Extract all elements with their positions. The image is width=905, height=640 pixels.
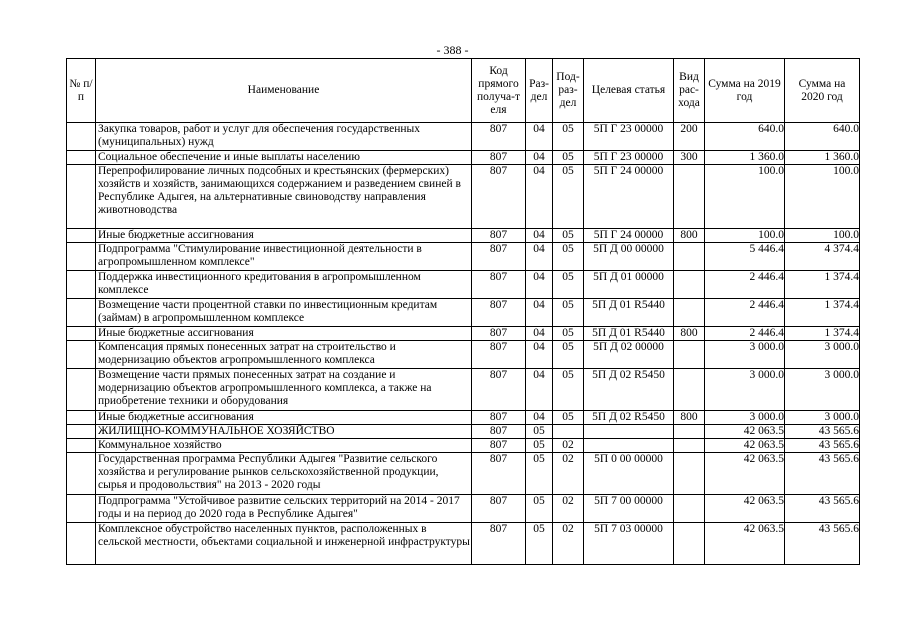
row-section: 04 — [526, 151, 553, 165]
row-sum-2020: 1 374.4 — [785, 299, 860, 327]
row-target — [584, 439, 674, 453]
row-target: 5П Д 01 00000 — [584, 271, 674, 299]
table-row — [67, 453, 860, 495]
row-section: 04 — [526, 271, 553, 299]
table-body — [67, 123, 860, 565]
row-num — [67, 439, 96, 453]
table-row — [67, 523, 860, 565]
table-row — [67, 411, 860, 425]
row-num — [67, 411, 96, 425]
row-type — [674, 165, 705, 229]
table-row — [67, 229, 860, 243]
row-code: 807 — [472, 495, 526, 523]
row-section: 04 — [526, 341, 553, 369]
row-num — [67, 369, 96, 411]
row-num — [67, 243, 96, 271]
row-code: 807 — [472, 123, 526, 151]
row-name: Возмещение части прямых понесенных затрат на создание и модернизацию объектов агропромышленного комплекса, а также на приобретение техники и оборудования — [96, 369, 472, 411]
row-subsection: 02 — [553, 495, 584, 523]
row-code: 807 — [472, 425, 526, 439]
row-target: 5П 7 03 00000 — [584, 523, 674, 565]
row-num — [67, 123, 96, 151]
row-type — [674, 425, 705, 439]
row-name: Иные бюджетные ассигнования — [96, 327, 472, 341]
row-target: 5П Д 01 R5440 — [584, 327, 674, 341]
row-subsection: 05 — [553, 299, 584, 327]
row-sum-2020: 100.0 — [785, 165, 860, 229]
row-subsection: 02 — [553, 439, 584, 453]
row-target: 5П Г 24 00000 — [584, 165, 674, 229]
row-subsection — [553, 425, 584, 439]
row-num — [67, 495, 96, 523]
row-sum-2019: 2 446.4 — [705, 327, 785, 341]
row-sum-2020: 1 374.4 — [785, 327, 860, 341]
row-name: Комплексное обустройство населенных пунктов, расположенных в сельской местности, объектами социальной и инженерной инфраструктуры — [96, 523, 472, 565]
row-section: 04 — [526, 165, 553, 229]
table-row — [67, 341, 860, 369]
table-row — [67, 495, 860, 523]
row-sum-2020: 43 565.6 — [785, 523, 860, 565]
header-section: Раз- дел — [526, 59, 553, 123]
row-sum-2019: 640.0 — [705, 123, 785, 151]
row-section: 04 — [526, 299, 553, 327]
row-sum-2020: 43 565.6 — [785, 425, 860, 439]
header-row — [67, 59, 860, 123]
row-name: Компенсация прямых понесенных затрат на строительство и модернизацию объектов агропромышленного комплекса — [96, 341, 472, 369]
row-name: Перепрофилирование личных подсобных и крестьянских (фермерских) хозяйств и хозяйств, занимающихся содержанием и разведением свиней в Республике Адыгея, на альтернативные свиноводству направления животноводства — [96, 165, 472, 229]
row-num — [67, 327, 96, 341]
table-row — [67, 327, 860, 341]
row-target: 5П Г 23 00000 — [584, 123, 674, 151]
row-type: 300 — [674, 151, 705, 165]
row-sum-2019: 42 063.5 — [705, 495, 785, 523]
row-target: 5П Д 02 R5450 — [584, 411, 674, 425]
row-sum-2019: 42 063.5 — [705, 439, 785, 453]
row-sum-2019: 3 000.0 — [705, 341, 785, 369]
row-sum-2019: 3 000.0 — [705, 411, 785, 425]
row-code: 807 — [472, 523, 526, 565]
row-code: 807 — [472, 151, 526, 165]
row-sum-2019: 3 000.0 — [705, 369, 785, 411]
header-subsection: Под- раз- дел — [553, 59, 584, 123]
row-name: Закупка товаров, работ и услуг для обеспечения государственных (муниципальных) нужд — [96, 123, 472, 151]
row-section: 05 — [526, 425, 553, 439]
header-name: Наименование — [96, 59, 472, 123]
row-target — [584, 425, 674, 439]
row-type: 800 — [674, 327, 705, 341]
table-row — [67, 369, 860, 411]
row-type — [674, 453, 705, 495]
row-section: 04 — [526, 243, 553, 271]
row-sum-2019: 5 446.4 — [705, 243, 785, 271]
row-sum-2020: 1 374.4 — [785, 271, 860, 299]
row-section: 05 — [526, 523, 553, 565]
row-subsection: 02 — [553, 523, 584, 565]
page-number: - 388 - — [436, 43, 469, 57]
table-row — [67, 123, 860, 151]
header-sum-2019: Сумма на 2019 год — [705, 59, 785, 123]
row-sum-2019: 1 360.0 — [705, 151, 785, 165]
row-subsection: 05 — [553, 369, 584, 411]
row-section: 04 — [526, 411, 553, 425]
row-type: 200 — [674, 123, 705, 151]
row-sum-2019: 100.0 — [705, 165, 785, 229]
table-row — [67, 151, 860, 165]
row-section: 05 — [526, 439, 553, 453]
row-code: 807 — [472, 299, 526, 327]
row-type — [674, 341, 705, 369]
row-target: 5П 7 00 00000 — [584, 495, 674, 523]
row-sum-2020: 3 000.0 — [785, 411, 860, 425]
row-section: 05 — [526, 453, 553, 495]
row-num — [67, 425, 96, 439]
budget-table — [66, 58, 860, 565]
row-section: 05 — [526, 495, 553, 523]
row-name: Социальное обеспечение и иные выплаты населению — [96, 151, 472, 165]
row-sum-2019: 42 063.5 — [705, 425, 785, 439]
row-type — [674, 299, 705, 327]
row-code: 807 — [472, 411, 526, 425]
row-code: 807 — [472, 453, 526, 495]
header-target: Целевая статья — [584, 59, 674, 123]
table-row — [67, 271, 860, 299]
row-num — [67, 341, 96, 369]
row-sum-2020: 1 360.0 — [785, 151, 860, 165]
row-type — [674, 243, 705, 271]
row-sum-2020: 43 565.6 — [785, 439, 860, 453]
row-section: 04 — [526, 369, 553, 411]
row-sum-2019: 2 446.4 — [705, 271, 785, 299]
row-type: 800 — [674, 229, 705, 243]
header-num: № п/п — [67, 59, 96, 123]
row-target: 5П Г 23 00000 — [584, 151, 674, 165]
table-row — [67, 439, 860, 453]
row-code: 807 — [472, 243, 526, 271]
row-type — [674, 369, 705, 411]
row-code: 807 — [472, 439, 526, 453]
row-code: 807 — [472, 369, 526, 411]
row-target: 5П Д 02 00000 — [584, 341, 674, 369]
row-sum-2019: 2 446.4 — [705, 299, 785, 327]
row-num — [67, 523, 96, 565]
row-subsection: 05 — [553, 271, 584, 299]
row-num — [67, 271, 96, 299]
row-code: 807 — [472, 229, 526, 243]
row-target: 5П 0 00 00000 — [584, 453, 674, 495]
row-subsection: 05 — [553, 411, 584, 425]
row-section: 04 — [526, 229, 553, 243]
row-target: 5П Д 00 00000 — [584, 243, 674, 271]
row-section: 04 — [526, 327, 553, 341]
row-num — [67, 299, 96, 327]
row-name: Иные бюджетные ассигнования — [96, 229, 472, 243]
row-sum-2019: 42 063.5 — [705, 523, 785, 565]
row-subsection: 05 — [553, 229, 584, 243]
row-section: 04 — [526, 123, 553, 151]
row-name: Возмещение части процентной ставки по инвестиционным кредитам (займам) в агропромышленном комплексе — [96, 299, 472, 327]
row-sum-2020: 640.0 — [785, 123, 860, 151]
row-subsection: 02 — [553, 453, 584, 495]
table-row — [67, 243, 860, 271]
row-subsection: 05 — [553, 123, 584, 151]
row-subsection: 05 — [553, 327, 584, 341]
row-sum-2019: 42 063.5 — [705, 453, 785, 495]
row-type — [674, 523, 705, 565]
row-sum-2020: 3 000.0 — [785, 369, 860, 411]
row-type — [674, 495, 705, 523]
row-target: 5П Г 24 00000 — [584, 229, 674, 243]
header-type: Вид рас- хода — [674, 59, 705, 123]
row-name: Поддержка инвестиционного кредитования в агропромышленном комплексе — [96, 271, 472, 299]
row-sum-2020: 43 565.6 — [785, 453, 860, 495]
row-target: 5П Д 02 R5450 — [584, 369, 674, 411]
row-subsection: 05 — [553, 151, 584, 165]
row-code: 807 — [472, 271, 526, 299]
row-target: 5П Д 01 R5440 — [584, 299, 674, 327]
table-row — [67, 165, 860, 229]
row-name: Государственная программа Республики Адыгея "Развитие сельского хозяйства и регулирование рынков сельскохозяйственной продукции, сырья и продовольствия" на 2013 - 2020 годы — [96, 453, 472, 495]
row-num — [67, 151, 96, 165]
table-row — [67, 299, 860, 327]
row-type — [674, 439, 705, 453]
row-num — [67, 453, 96, 495]
row-code: 807 — [472, 165, 526, 229]
row-name: Подпрограмма "Стимулирование инвестиционной деятельности в агропромышленном комплексе" — [96, 243, 472, 271]
row-code: 807 — [472, 327, 526, 341]
row-num — [67, 165, 96, 229]
header-sum-2020: Сумма на 2020 год — [785, 59, 860, 123]
row-sum-2020: 4 374.4 — [785, 243, 860, 271]
row-name: Коммунальное хозяйство — [96, 439, 472, 453]
row-type — [674, 271, 705, 299]
row-name: Иные бюджетные ассигнования — [96, 411, 472, 425]
header-code: Код прямого получа-т еля — [472, 59, 526, 123]
row-name: ЖИЛИЩНО-КОММУНАЛЬНОЕ ХОЗЯЙСТВО — [96, 425, 472, 439]
table-row — [67, 425, 860, 439]
row-type: 800 — [674, 411, 705, 425]
row-subsection: 05 — [553, 165, 584, 229]
row-name: Подпрограмма "Устойчивое развитие сельских территорий на 2014 - 2017 годы и на период до 2020 года в Республике Адыгея" — [96, 495, 472, 523]
row-code: 807 — [472, 341, 526, 369]
row-subsection: 05 — [553, 243, 584, 271]
row-sum-2019: 100.0 — [705, 229, 785, 243]
row-num — [67, 229, 96, 243]
row-sum-2020: 43 565.6 — [785, 495, 860, 523]
row-sum-2020: 3 000.0 — [785, 341, 860, 369]
row-subsection: 05 — [553, 341, 584, 369]
row-sum-2020: 100.0 — [785, 229, 860, 243]
